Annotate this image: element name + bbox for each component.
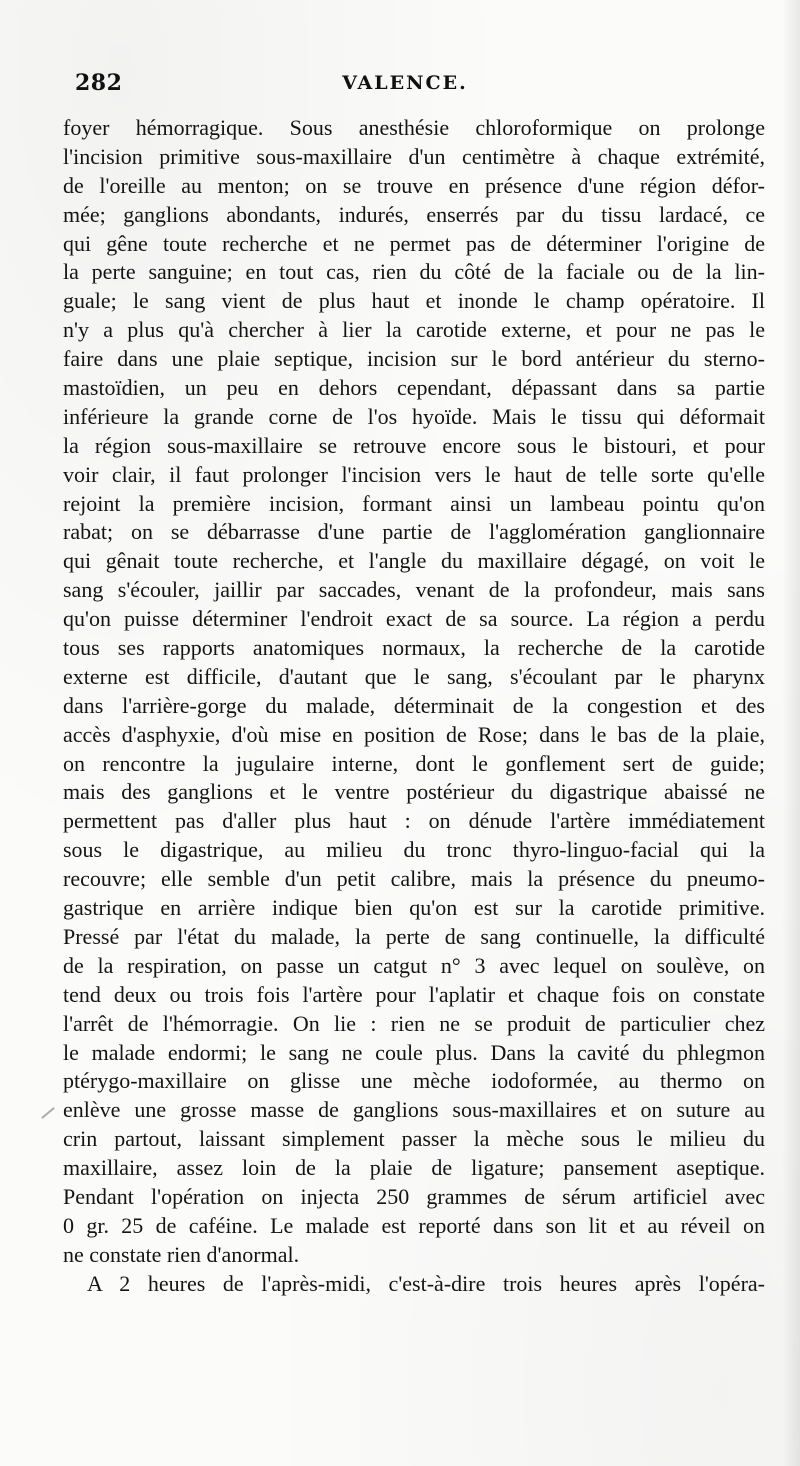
text-line: qu'on puisse déterminer l'endroit exact de sa source. La région a perdu	[63, 606, 765, 632]
page-edge-shadow	[782, 0, 800, 1466]
text-line: permettent pas d'aller plus haut : on dénude l'artère immédiatement	[63, 808, 765, 834]
text-line: Pressé par l'état du malade, la perte de sang continuelle, la difficulté	[63, 923, 765, 949]
text-line: de la respiration, on passe un catgut n° 3 avec lequel on soulève, on	[63, 952, 765, 978]
paragraph-start-line: A 2 heures de l'après-midi, c'est-à-dire trois heures après l'opéra-	[87, 1270, 765, 1296]
text-line: la perte sanguine; en tout cas, rien du côté de la faciale ou de la lin-	[63, 259, 765, 285]
text-line: de l'oreille au menton; on se trouve en présence d'une région défor-	[63, 172, 765, 198]
text-line: n'y a plus qu'à chercher à lier la carotide externe, et pour ne pas le	[63, 317, 765, 343]
text-line: mastoïdien, un peu en dehors cependant, dépassant dans sa partie	[63, 375, 765, 401]
text-line: rabat; on se débarrasse d'une partie de l'agglomération ganglionnaire	[63, 519, 765, 545]
text-line: sous le digastrique, au milieu du tronc thyro-linguo-facial qui la	[63, 837, 765, 863]
text-line: sang s'écouler, jaillir par saccades, venant de la profondeur, mais sans	[63, 577, 765, 603]
text-line: 0 gr. 25 de caféine. Le malade est reporté dans son lit et au réveil on	[63, 1212, 765, 1238]
page-header	[75, 70, 735, 104]
text-line: le malade endormi; le sang ne coule plus. Dans la cavité du phlegmon	[63, 1039, 765, 1065]
text-line: enlève une grosse masse de ganglions sous-maxillaires et on suture au	[63, 1097, 765, 1123]
text-line: foyer hémorragique. Sous anesthésie chloroformique on prolonge	[63, 115, 765, 140]
text-line: inférieure la grande corne de l'os hyoïde. Mais le tissu qui déformait	[63, 403, 765, 429]
page-number: 282	[75, 70, 123, 96]
text-line: voir clair, il faut prolonger l'incision vers le haut de telle sorte qu'elle	[63, 461, 765, 487]
text-line: ptérygo-maxillaire on glisse une mèche iodoformée, au thermo on	[63, 1068, 765, 1094]
text-line: tous ses rapports anatomiques normaux, la recherche de la carotide	[63, 635, 765, 661]
text-line: faire dans une plaie septique, incision sur le bord antérieur du sterno-	[63, 346, 765, 372]
paragraph-end-line: ne constate rien d'anormal.	[63, 1241, 300, 1267]
text-line: guale; le sang vient de plus haut et inonde le champ opératoire. Il	[63, 288, 765, 314]
text-line: crin partout, laissant simplement passer la mèche sous le milieu du	[63, 1126, 765, 1152]
text-line: l'arrêt de l'hémorragie. On lie : rien ne se produit de particulier chez	[63, 1010, 765, 1036]
text-line: recouvre; elle semble d'un petit calibre, mais la présence du pneumo-	[63, 866, 765, 892]
text-line: maxillaire, assez loin de la plaie de ligature; pansement aseptique.	[63, 1155, 765, 1181]
text-line: qui gênait toute recherche, et l'angle du maxillaire dégagé, on voit le	[63, 548, 765, 574]
text-line: qui gêne toute recherche et ne permet pas de déterminer l'origine de	[63, 230, 765, 256]
text-line: mais des ganglions et le ventre postérieur du digastrique abaissé ne	[63, 779, 765, 805]
margin-pencil-mark	[41, 1107, 55, 1119]
text-line: la région sous-maxillaire se retrouve encore sous le bistouri, et pour	[63, 432, 765, 458]
text-line: on rencontre la jugulaire interne, dont le gonflement sert de guide;	[63, 750, 765, 776]
running-title: VALENCE.	[342, 72, 468, 94]
text-line: mée; ganglions abondants, indurés, enserrés par du tissu lardacé, ce	[63, 201, 765, 227]
text-line: accès d'asphyxie, d'où mise en position de Rose; dans le bas de la plaie,	[63, 721, 765, 747]
body-text	[63, 114, 765, 1299]
text-line: tend deux ou trois fois l'artère pour l'aplatir et chaque fois on constate	[63, 981, 765, 1007]
text-line: dans l'arrière-gorge du malade, déterminait de la congestion et des	[63, 692, 765, 718]
text-line: l'incision primitive sous-maxillaire d'un centimètre à chaque extrémité,	[63, 143, 765, 169]
text-line: gastrique en arrière indique bien qu'on est sur la carotide primitive.	[63, 895, 765, 921]
text-line: Pendant l'opération on injecta 250 grammes de sérum artificiel avec	[63, 1183, 765, 1209]
text-line: externe est difficile, d'autant que le sang, s'écoulant par le pharynx	[63, 663, 765, 689]
text-line: rejoint la première incision, formant ainsi un lambeau pointu qu'on	[63, 490, 765, 516]
